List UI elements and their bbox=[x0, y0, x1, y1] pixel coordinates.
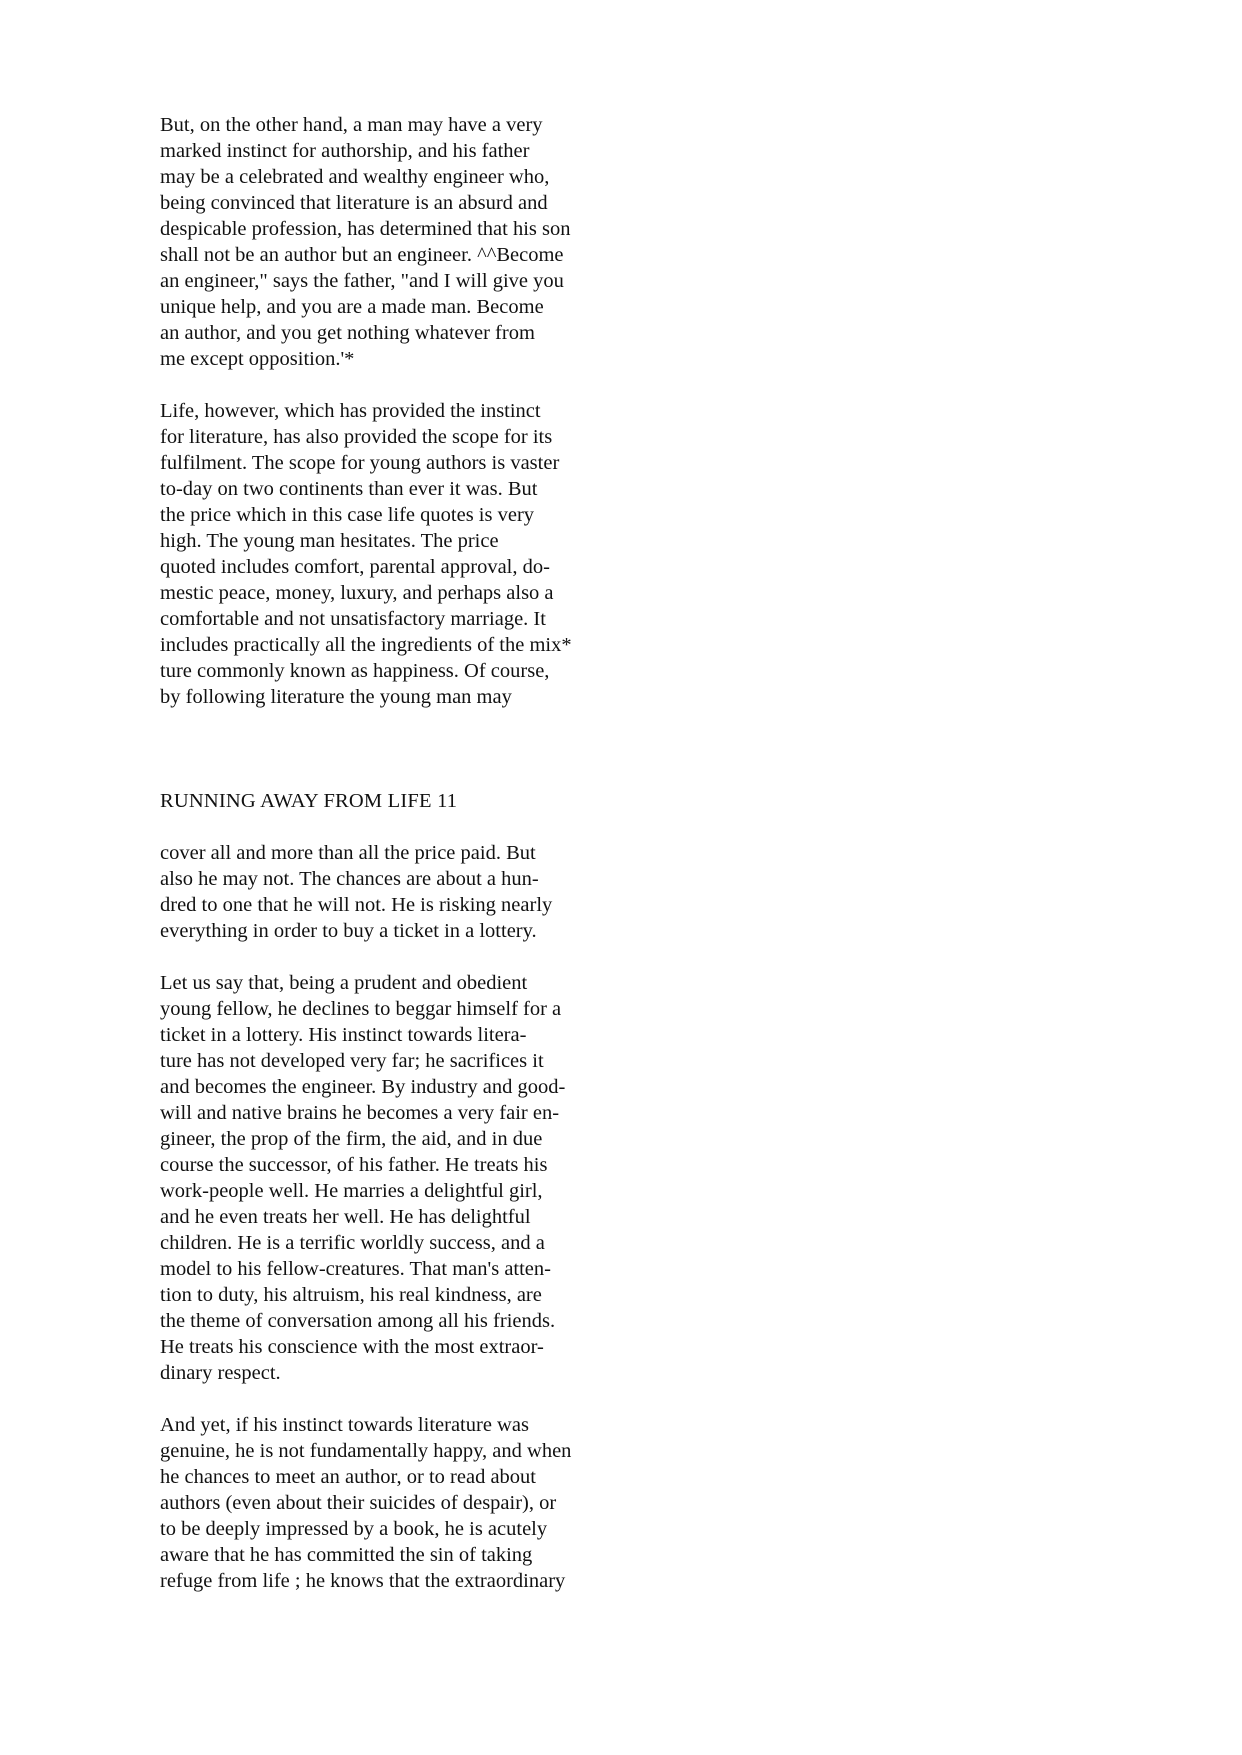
text-line: ticket in a lottery. His instinct towards litera- bbox=[160, 1024, 527, 1046]
text-line: gineer, the prop of the firm, the aid, and in due bbox=[160, 1128, 543, 1150]
text-line: And yet, if his instinct towards literature was bbox=[160, 1414, 529, 1436]
text-line: also he may not. The chances are about a hun- bbox=[160, 868, 539, 890]
text-line: the price which in this case life quotes is very bbox=[160, 504, 535, 526]
text-line: refuge from life ; he knows that the extraordinary bbox=[160, 1570, 566, 1592]
text-line: fulfilment. The scope for young authors is vaster bbox=[160, 452, 560, 474]
text-line: everything in order to buy a ticket in a lottery. bbox=[160, 920, 537, 942]
paragraph-3 bbox=[160, 840, 680, 944]
text-line: being convinced that literature is an absurd and bbox=[160, 192, 548, 214]
text-line: ture has not developed very far; he sacrifices it bbox=[160, 1050, 544, 1072]
text-line: comfortable and not unsatisfactory marriage. It bbox=[160, 608, 546, 630]
text-line: mestic peace, money, luxury, and perhaps also a bbox=[160, 582, 554, 604]
text-line: despicable profession, has determined that his son bbox=[160, 218, 571, 240]
text-line: aware that he has committed the sin of taking bbox=[160, 1544, 533, 1566]
text-line: dred to one that he will not. He is risking nearly bbox=[160, 894, 553, 916]
text-line: dinary respect. bbox=[160, 1362, 281, 1384]
text-line: and becomes the engineer. By industry and good- bbox=[160, 1076, 566, 1098]
text-line: he chances to meet an author, or to read about bbox=[160, 1466, 536, 1488]
text-line: high. The young man hesitates. The price bbox=[160, 530, 499, 552]
text-line: children. He is a terrific worldly success, and a bbox=[160, 1232, 545, 1254]
text-line: model to his fellow-creatures. That man's atten- bbox=[160, 1258, 551, 1280]
lower-text-block bbox=[160, 840, 680, 1594]
text-line: But, on the other hand, a man may have a very bbox=[160, 114, 543, 136]
text-line: for literature, has also provided the scope for its bbox=[160, 426, 553, 448]
paragraph-5 bbox=[160, 1412, 680, 1594]
text-line: young fellow, he declines to beggar himself for a bbox=[160, 998, 562, 1020]
text-line: He treats his conscience with the most extraor- bbox=[160, 1336, 544, 1358]
paragraph-2 bbox=[160, 398, 680, 710]
paragraph-spacer bbox=[160, 372, 680, 398]
text-line: Life, however, which has provided the instinct bbox=[160, 400, 541, 422]
text-line: will and native brains he becomes a very fair en- bbox=[160, 1102, 560, 1124]
paragraph-spacer bbox=[160, 944, 680, 970]
text-line: quoted includes comfort, parental approval, do- bbox=[160, 556, 550, 578]
text-line: authors (even about their suicides of despair), or bbox=[160, 1492, 557, 1514]
text-line: to be deeply impressed by a book, he is acutely bbox=[160, 1518, 548, 1540]
text-line: Let us say that, being a prudent and obedient bbox=[160, 972, 528, 994]
text-line: includes practically all the ingredients of the mix* bbox=[160, 634, 572, 656]
text-line: course the successor, of his father. He treats his bbox=[160, 1154, 548, 1176]
paragraph-spacer bbox=[160, 1386, 680, 1412]
text-line: unique help, and you are a made man. Become bbox=[160, 296, 544, 318]
text-line: and he even treats her well. He has delightful bbox=[160, 1206, 531, 1228]
text-line: shall not be an author but an engineer. ^^Become bbox=[160, 244, 564, 266]
text-line: to-day on two continents than ever it was. But bbox=[160, 478, 538, 500]
paragraph-1 bbox=[160, 112, 680, 372]
text-line: marked instinct for authorship, and his father bbox=[160, 140, 530, 162]
text-line: an author, and you get nothing whatever from bbox=[160, 322, 535, 344]
text-line: work-people well. He marries a delightful girl, bbox=[160, 1180, 543, 1202]
text-line: ture commonly known as happiness. Of course, bbox=[160, 660, 550, 682]
text-line: me except opposition.'* bbox=[160, 348, 355, 370]
running-head-block bbox=[160, 788, 680, 814]
text-line: the theme of conversation among all his friends. bbox=[160, 1310, 556, 1332]
text-line: tion to duty, his altruism, his real kindness, are bbox=[160, 1284, 542, 1306]
text-line: cover all and more than all the price paid. But bbox=[160, 842, 536, 864]
text-line: by following literature the young man may bbox=[160, 686, 512, 708]
running-head: RUNNING AWAY FROM LIFE 11 bbox=[160, 790, 458, 812]
text-line: genuine, he is not fundamentally happy, and when bbox=[160, 1440, 572, 1462]
paragraph-4 bbox=[160, 970, 680, 1386]
text-line: may be a celebrated and wealthy engineer who, bbox=[160, 166, 550, 188]
upper-text-block bbox=[160, 112, 680, 710]
text-line: an engineer," says the father, "and I will give you bbox=[160, 270, 564, 292]
